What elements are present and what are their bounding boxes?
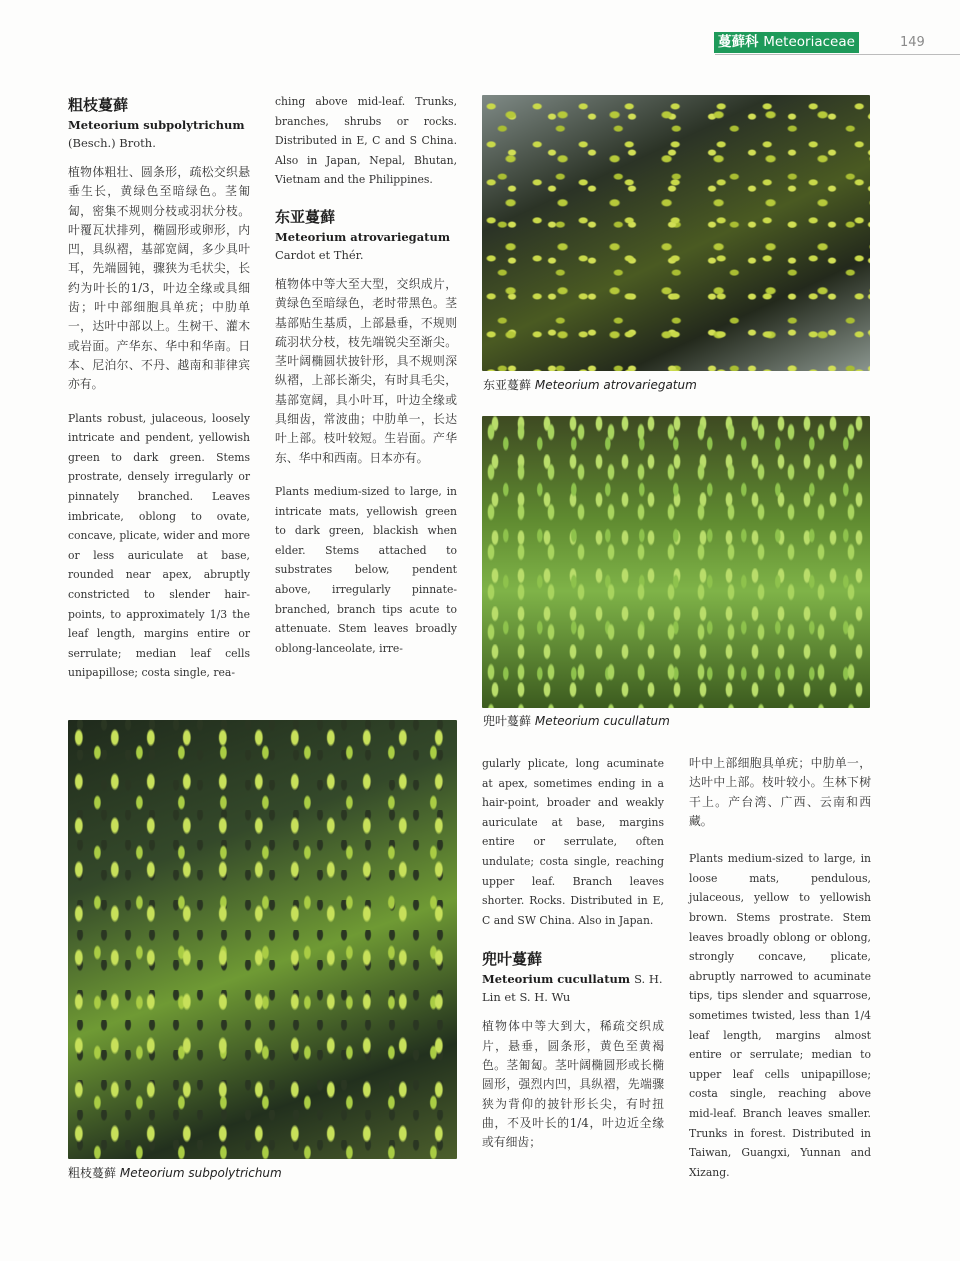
description-cn-continued: 叶中上部细胞具单疣；中肋单一，达叶中上部。枝叶较小。生林下树干上。产台湾、广西、云南和西藏。 (689, 756, 871, 828)
caption-latin: Meteorium subpolytrichum (119, 1166, 282, 1180)
photo-subpolytrichum (68, 720, 457, 1159)
description-en: Plants medium-sized to large, in loose mats, pendulous, julaceous, yellow to yellowish brown. Stems prostrate. Stem leaves broadly oblong or oblong, strongly concave, plicate, abruptly narrowed to acuminate tips, tips slender and squarrose, sometimes twisted, less than 1/4 leaf length, margins almost entire or serrulate; median to upper leaf cells unipapillose; costa single, reaching above mid-leaf. Branch leaves smaller. Trunks in forest. Distributed in Taiwan, Guangxi, Yunnan and Xizang. (689, 852, 871, 1179)
caption-cn: 兜叶蔓藓 (483, 714, 532, 728)
family-badge (714, 32, 859, 53)
species-subpolytrichum-column (68, 94, 250, 683)
description-en: Plants robust, julaceous, loosely intricate and pendent, yellowish green to dark green. Stems prostrate, densely irregularly or pinnately branched. Leaves imbricate, oblong to ovate, concave, plicate, wider and more or less auriculate at base, rounded near apex, abruptly constricted to slender hair-points, to approximately 1/3 the leaf length, margins entire or serrulate; median leaf cells unipapillose; costa single, rea- (68, 411, 250, 680)
species-author: S. H. Lin et S. H. Wu (482, 972, 663, 1005)
species-sci-name-line (482, 970, 664, 1006)
species-atrovariegatum-column (275, 92, 457, 658)
caption-cn: 东亚蔓藓 (483, 378, 532, 392)
species-cucullatum-column (482, 754, 664, 1152)
species-sci-name: Meteorium cucullatum (482, 972, 631, 987)
photo-atrovariegatum (482, 95, 870, 371)
description-en-continued: gularly plicate, long acuminate at apex, sometimes ending in a hair-point, broader and weakly auriculate at base, margins entire or serrulate, often undulate; costa single, reaching upper leaf. Branch leaves shorter. Rocks. Distributed in E, C and SW China. Also in Japan. (482, 757, 664, 927)
species-title-cn: 东亚蔓藓 (275, 207, 336, 226)
description-cn: 植物体粗壮、圆条形，疏松交织悬垂生长，黄绿色至暗绿色。茎匍匐，密集不规则分枝或羽状分枝。叶覆瓦状排列，椭圆形或卵形，内凹，具纵褶，基部宽阔，多少具叶耳，先端圆钝，骤狭为毛状尖，长约为叶长的1/3，叶边全缘或具细齿；叶中部细胞具单疣；中肋单一，达叶中部以上。生树干、灌木或岩面。产华东、华中和华南。日本、尼泊尔、不丹、越南和菲律宾亦有。 (68, 165, 250, 392)
caption-latin: Meteorium cucullatum (534, 714, 670, 728)
family-name-cn: 蔓藓科 (718, 34, 759, 50)
description-cn: 植物体中等大至大型，交织成片，黄绿色至暗绿色，老时带黑色。茎基部贴生基质，上部悬垂，不规则疏羽状分枝，枝先端锐尖至渐尖。茎叶阔椭圆状披针形，具不规则深纵褶，上部长渐尖，有时具毛尖，基部宽阔，具小叶耳，叶边全缘或具细齿，常波曲；中肋单一，长达叶上部。枝叶较短。生岩面。产华东、华中和西南。日本亦有。 (275, 276, 457, 465)
header-rule (715, 54, 960, 55)
species-title-cn: 粗枝蔓藓 (68, 96, 129, 114)
photo-cucullatum (482, 416, 870, 708)
description-en: Plants medium-sized to large, in intricate mats, yellowish green to dark green, blackish when elder. Stems attached to substrates below, pendent above, irregularly pinnate-branched, branch tips acute to attenuate. Stem leaves broadly oblong-lanceolate, irre- (275, 484, 457, 655)
species-author: (Besch.) Broth. (68, 136, 156, 150)
species-sci-name: Meteorium atrovariegatum (275, 229, 451, 244)
photo-caption (68, 1164, 282, 1181)
photo-caption (483, 712, 670, 729)
caption-latin: Meteorium atrovariegatum (534, 378, 697, 392)
photo-caption (483, 376, 697, 393)
page-number: 149 (900, 35, 925, 50)
species-author: Cardot et Thér. (275, 247, 364, 262)
species-cucullatum-column-continued (689, 754, 871, 1182)
description-cn: 植物体中等大到大，稀疏交织成片，悬垂，圆条形，黄色至黄褐色。茎匍匐。茎叶阔椭圆形或长椭圆形，强烈内凹，具纵褶，先端骤狭为背仰的披针形长尖，有时扭曲，不及叶长的1/4，叶边近全缘或有细齿； (482, 1019, 664, 1150)
caption-cn: 粗枝蔓藓 (68, 1166, 117, 1180)
species-sci-name: Meteorium subpolytrichum (68, 118, 245, 132)
species-title-cn: 兜叶蔓藓 (482, 950, 543, 969)
description-en-continued: ching above mid-leaf. Trunks, branches, shrubs or rocks. Distributed in E, C and S China. Also in Japan, Nepal, Bhutan, Vietnam and the Philippines. (275, 95, 457, 187)
family-name-latin: Meteoriaceae (763, 34, 855, 50)
